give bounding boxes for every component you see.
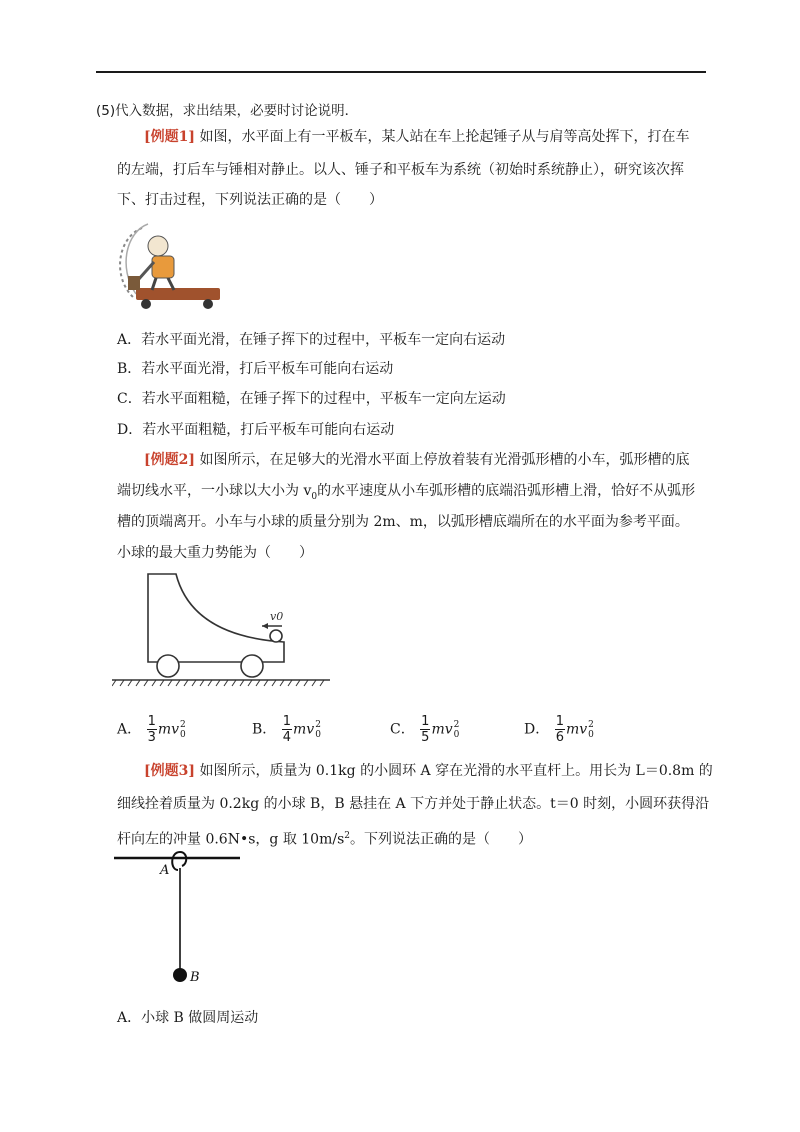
label-a: A — [160, 863, 170, 878]
question-2-option-d — [524, 714, 594, 745]
label-b: B — [190, 970, 200, 985]
option-c-sub: 0 — [453, 729, 460, 740]
option-a-sup: 2 — [180, 719, 186, 730]
option-c-num: 1 — [421, 714, 430, 729]
step-5-text: (5)代入数据，求出结果，必要时讨论说明． — [96, 103, 359, 119]
option-c-sup-sub — [454, 720, 460, 740]
option-c-mv: mv — [431, 721, 453, 738]
question-3-sup: 2 — [344, 831, 350, 841]
question-3-tag: [例题3] — [144, 763, 195, 779]
option-d-num: 1 — [555, 714, 564, 729]
question-3-text-3a: 杆向左的冲量 0.6N•s，g 取 10m/s — [117, 831, 345, 848]
option-c-den: 5 — [421, 730, 430, 745]
option-b-letter: B． — [252, 721, 277, 738]
option-a-letter: A． — [117, 721, 142, 738]
option-a-fraction — [147, 714, 157, 745]
question-3-text-1: 如图所示，质量为 0.1kg 的小圆环 A 穿在光滑的水平直杆上。用长为 L＝0.8m 的 — [199, 763, 713, 779]
option-c-letter: C． — [390, 721, 415, 738]
question-3-text-3b: 。下列说法正确的是（ ） — [350, 831, 532, 848]
option-c-sup: 2 — [453, 719, 460, 730]
option-a-num: 1 — [147, 714, 156, 729]
option-b-sup: 2 — [315, 719, 321, 730]
question-2-line-4: 小球的最大重力势能为（ ） — [117, 545, 313, 561]
question-3-line-1 — [144, 761, 713, 781]
option-d-mv: mv — [565, 721, 588, 738]
option-d-letter: D． — [524, 721, 550, 738]
option-b-sub: 0 — [315, 729, 321, 740]
option-d-sup: 2 — [588, 719, 594, 730]
question-1-option-b: B．若水平面光滑，打后平板车可能向右运动 — [117, 361, 394, 377]
option-b-fraction — [282, 714, 292, 745]
question-1-tag: [例题1] — [144, 129, 195, 145]
question-2-option-a — [117, 714, 186, 745]
question-1-line-2: 的左端，打后车与锤相对静止。以人、锤子和平板车为系统（初始时系统静止），研究该次挥 — [117, 162, 684, 178]
option-a-sub: 0 — [180, 729, 186, 740]
question-2-text-1: 如图所示，在足够大的光滑水平面上停放着装有光滑弧形槽的小车，弧形槽的底 — [199, 452, 690, 468]
option-b-mv: mv — [293, 721, 315, 738]
option-b-sup-sub — [315, 720, 321, 740]
question-3-option-a: A．小球 B 做圆周运动 — [117, 1010, 259, 1026]
question-2-text-2b: 的水平速度从小车弧形槽的底端沿弧形槽上滑，恰好不从弧形 — [317, 483, 696, 499]
option-a-sup-sub — [180, 720, 186, 740]
ring-ball-figure — [114, 848, 244, 988]
hammer-cart-figure — [112, 218, 224, 310]
option-d-sup-sub — [588, 720, 594, 740]
question-1-text-1: 如图，水平面上有一平板车，某人站在车上抡起锤子从与肩等高处挥下，打在车 — [199, 129, 690, 145]
option-d-den: 6 — [555, 730, 564, 745]
option-c-fraction — [420, 714, 430, 745]
question-2-line-1 — [144, 450, 689, 470]
question-3-line-3 — [117, 826, 532, 850]
question-2-line-3: 槽的顶端离开。小车与小球的质量分别为 2m、m，以弧形槽底端所在的水平面为参考平面。 — [117, 514, 689, 530]
option-a-mv: mv — [157, 721, 180, 738]
question-2-v0-sub: 0 — [311, 491, 318, 502]
option-d-fraction — [555, 714, 565, 745]
question-2-option-b — [252, 714, 321, 745]
question-2-option-c — [390, 714, 459, 745]
option-b-den: 4 — [282, 730, 292, 745]
option-a-den: 3 — [147, 730, 156, 745]
question-1-option-c: C．若水平面粗糙，在锤子挥下的过程中，平板车一定向左运动 — [117, 391, 506, 407]
question-2-tag: [例题2] — [144, 452, 195, 468]
header-rule — [96, 71, 706, 73]
question-1-line-1 — [144, 127, 689, 147]
question-2-line-2 — [117, 481, 695, 507]
question-1-option-a: A．若水平面光滑，在锤子挥下的过程中，平板车一定向右运动 — [117, 332, 506, 348]
option-b-num: 1 — [282, 714, 292, 729]
question-1-line-3: 下、打击过程，下列说法正确的是（ ） — [117, 192, 383, 208]
question-3-line-2: 细线拴着质量为 0.2kg 的小球 B，B 悬挂在 A 下方并处于静止状态。t＝0 时刻，小圆环获得沿 — [117, 796, 710, 812]
v0-label: v0 — [270, 610, 284, 623]
cart-groove-figure — [112, 568, 334, 688]
option-d-sub: 0 — [588, 729, 594, 740]
question-2-text-2a: 端切线水平，一小球以大小为 v — [117, 483, 312, 499]
question-1-option-d: D．若水平面粗糙，打后平板车可能向右运动 — [117, 422, 395, 438]
